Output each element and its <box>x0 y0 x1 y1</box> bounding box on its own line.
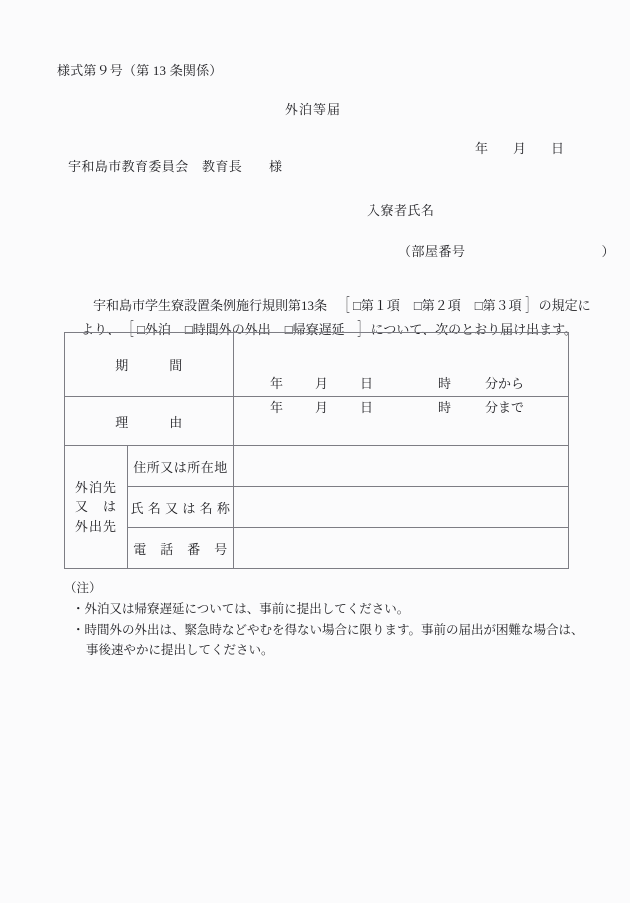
destination-name-value[interactable] <box>234 487 569 528</box>
period-start-minute: 分から <box>485 375 525 391</box>
period-end-minute: 分まで <box>485 399 525 415</box>
destination-address-value[interactable] <box>234 446 569 487</box>
date-line <box>462 121 564 178</box>
room-number-close-paren: ） <box>601 243 616 259</box>
period-start-year: 年 <box>270 375 284 391</box>
date-day-label: 日 <box>551 140 565 156</box>
room-number-open-paren: （部屋番号 <box>398 243 466 259</box>
checkbox-type-overnight[interactable]: □外泊 <box>137 321 171 337</box>
checkbox-type-late-return[interactable]: □帰寮遅延 <box>284 321 345 337</box>
date-month-label: 月 <box>513 140 527 156</box>
bracket-open-icon: ［ <box>339 295 350 315</box>
destination-label <box>65 446 128 569</box>
destination-name-label: 氏 名 又 は 名 称 <box>128 487 234 528</box>
period-end-year: 年 <box>270 399 284 415</box>
form-number: 様式第９号（第 13 条関係） <box>57 63 223 78</box>
resident-name-label: 入寮者氏名 <box>367 203 435 218</box>
bracket-close-icon-2: ］ <box>356 319 368 339</box>
period-value-cell[interactable] <box>234 333 569 415</box>
destination-phone-value[interactable] <box>234 528 569 569</box>
destination-label-line-3: 外出先 <box>74 518 117 534</box>
bracket-close-icon: ］ <box>524 295 536 315</box>
period-start-hour: 時 <box>438 375 452 391</box>
body-line2-suffix: について、次のとおり届け出ます。 <box>370 321 578 337</box>
period-end-day: 日 <box>360 399 374 415</box>
table-row-period <box>65 333 569 397</box>
destination-label-line-2: 又 は <box>74 499 117 515</box>
period-start-day: 日 <box>360 375 374 391</box>
regulation-reference: 宇和島市学生寮設置条例施行規則第13条 <box>93 297 328 313</box>
destination-phone-label: 電 話 番 号 <box>128 528 234 569</box>
room-number-field <box>383 224 615 281</box>
application-form-table <box>64 332 569 569</box>
notes-heading: （注） <box>64 581 102 595</box>
checkbox-clause-2[interactable]: □第２項 <box>413 297 461 313</box>
table-row-destination-name <box>65 487 569 528</box>
page-title: 外泊等届 <box>285 102 342 117</box>
period-end-hour: 時 <box>438 399 452 415</box>
checkbox-type-after-hours[interactable]: □時間外の外出 <box>184 321 271 337</box>
table-row-destination-phone <box>65 528 569 569</box>
period-start-month: 月 <box>315 375 329 391</box>
destination-label-line-1: 外泊先 <box>74 479 117 495</box>
note-item-2: ・時間外の外出は、緊急時などやむを得ない場合に限ります。事前の届出が困難な場合は、 <box>72 622 584 637</box>
note-item-2-continued: 事後速やかに提出してください。 <box>86 642 274 657</box>
destination-address-label: 住所又は所在地 <box>128 446 234 487</box>
regulation-suffix: の規定に <box>538 297 591 313</box>
period-label: 期 間 <box>65 333 234 397</box>
bracket-open-icon-2: ［ <box>123 319 134 339</box>
checkbox-clause-3[interactable]: □第３項 <box>474 297 522 313</box>
reason-label: 理 由 <box>65 397 234 446</box>
period-end-month: 月 <box>315 399 329 415</box>
date-year-label: 年 <box>475 140 489 156</box>
addressee: 宇和島市教育委員会 教育長 様 <box>68 159 283 174</box>
notes-section <box>64 578 584 660</box>
note-item-1: ・外泊又は帰寮遅延については、事前に提出してください。 <box>72 602 410 617</box>
table-row-destination-address <box>65 446 569 487</box>
checkbox-clause-1[interactable]: □第１項 <box>353 297 400 313</box>
body-line2-prefix: より、 <box>81 321 121 337</box>
